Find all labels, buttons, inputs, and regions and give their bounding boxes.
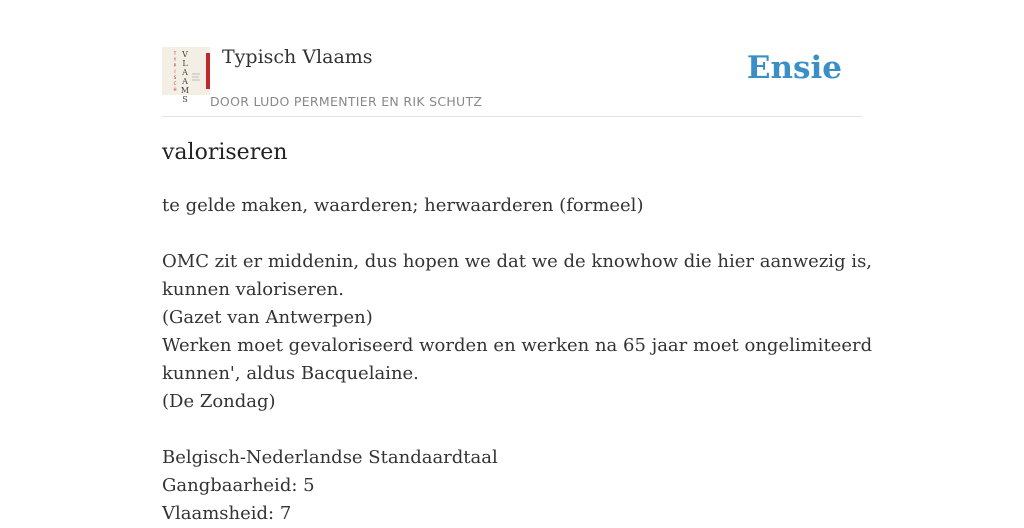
logo-letter: A bbox=[182, 68, 188, 77]
site-header bbox=[162, 44, 862, 117]
logo-side-letter: C bbox=[173, 81, 177, 86]
flemishness-rating: Vlaamsheid: 7 bbox=[162, 503, 292, 524]
book-title[interactable]: Typisch Vlaams bbox=[222, 46, 373, 68]
paragraph-gap bbox=[162, 220, 862, 248]
ensie-brand-link[interactable]: Ensie bbox=[746, 50, 842, 86]
logo-side-letter: Y bbox=[173, 57, 177, 62]
logo-letter: S bbox=[182, 95, 188, 104]
logo-side-letter: H bbox=[173, 87, 177, 92]
logo-letter: L bbox=[182, 59, 188, 68]
example-quote-line: Werken moet gevaloriseerd worden en werken na 65 jaar moet ongelimiteerd bbox=[162, 335, 873, 356]
cover-red-stripe bbox=[206, 53, 210, 89]
example-quote-line: OMC zit er middenin, dus hopen we dat we de knowhow die hier aanwezig is, bbox=[162, 251, 873, 272]
register-label: Belgisch-Nederlandse Standaardtaal bbox=[162, 447, 498, 468]
entry-body bbox=[162, 192, 873, 528]
entry-word: valoriseren bbox=[162, 140, 288, 165]
logo-side-letter: T bbox=[173, 51, 177, 56]
logo-side-letter: I bbox=[174, 69, 176, 74]
logo-side-letter: P bbox=[173, 63, 177, 68]
example-quote-line: kunnen', aldus Bacquelaine. bbox=[162, 363, 419, 384]
example-source: (De Zondag) bbox=[162, 391, 276, 412]
entry-definition: te gelde maken, waarderen; herwaarderen (formeel) bbox=[162, 195, 644, 216]
logo-letter: A bbox=[182, 77, 188, 86]
logo-letter: M bbox=[180, 86, 190, 95]
paragraph-gap bbox=[162, 416, 862, 444]
book-cover-icon bbox=[162, 47, 210, 104]
book-authors: DOOR LUDO PERMENTIER EN RIK SCHUTZ bbox=[210, 94, 483, 109]
example-quote-line: kunnen valoriseren. bbox=[162, 279, 344, 300]
book-cover-logo[interactable] bbox=[162, 47, 210, 104]
frequency-rating: Gangbaarheid: 5 bbox=[162, 475, 315, 496]
logo-letter: V bbox=[182, 50, 188, 59]
logo-side-letter: S bbox=[173, 75, 177, 80]
example-source: (Gazet van Antwerpen) bbox=[162, 307, 373, 328]
